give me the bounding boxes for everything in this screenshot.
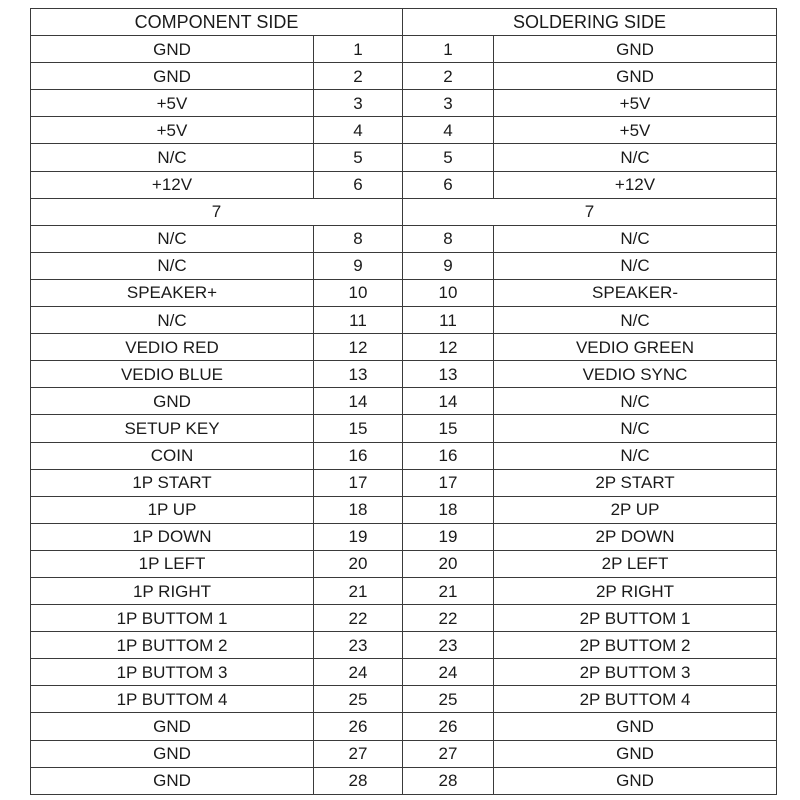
component-pin-number: 15 (314, 415, 403, 442)
component-signal: 1P BUTTOM 1 (31, 605, 314, 632)
component-pin-number: 14 (314, 388, 403, 415)
component-pin-number: 24 (314, 659, 403, 686)
component-pin-number: 9 (314, 252, 403, 279)
pin-row (31, 225, 777, 252)
solder-pin-number: 24 (403, 659, 494, 686)
solder-signal: GND (494, 740, 777, 767)
component-signal: GND (31, 388, 314, 415)
solder-signal: N/C (494, 144, 777, 171)
component-pin-number: 13 (314, 361, 403, 388)
solder-pin-number: 6 (403, 171, 494, 198)
pin-row (31, 279, 777, 306)
component-pin-number: 1 (314, 36, 403, 63)
pin-row (31, 713, 777, 740)
component-side-header: COMPONENT SIDE (31, 9, 403, 36)
component-signal: 1P BUTTOM 3 (31, 659, 314, 686)
solder-signal: GND (494, 63, 777, 90)
pin-row (31, 144, 777, 171)
component-pin-number: 20 (314, 550, 403, 577)
solder-signal: N/C (494, 388, 777, 415)
component-pin-number: 17 (314, 469, 403, 496)
solder-signal: 2P RIGHT (494, 577, 777, 604)
pin-row (31, 469, 777, 496)
pin-row (31, 117, 777, 144)
pin-row (31, 388, 777, 415)
component-pin-number: 16 (314, 442, 403, 469)
solder-signal: 2P UP (494, 496, 777, 523)
component-signal: SPEAKER+ (31, 279, 314, 306)
component-signal: 1P DOWN (31, 523, 314, 550)
solder-signal: N/C (494, 225, 777, 252)
pin-row (31, 686, 777, 713)
component-pin-number: 27 (314, 740, 403, 767)
solder-pin-number: 16 (403, 442, 494, 469)
component-pin-number: 19 (314, 523, 403, 550)
pinout-table-body (31, 9, 777, 795)
solder-pin-number: 9 (403, 252, 494, 279)
solder-signal: N/C (494, 415, 777, 442)
component-signal: GND (31, 713, 314, 740)
solder-pin-number: 25 (403, 686, 494, 713)
pin-row (31, 334, 777, 361)
solder-pin-number: 27 (403, 740, 494, 767)
solder-pin-number: 1 (403, 36, 494, 63)
solder-signal: N/C (494, 442, 777, 469)
component-pin-number: 8 (314, 225, 403, 252)
component-key-pin: 7 (31, 198, 403, 225)
pin-row (31, 36, 777, 63)
pin-row (31, 659, 777, 686)
solder-signal: SPEAKER- (494, 279, 777, 306)
pin-row (31, 442, 777, 469)
solder-pin-number: 15 (403, 415, 494, 442)
solder-signal: VEDIO SYNC (494, 361, 777, 388)
component-signal: +5V (31, 90, 314, 117)
component-signal: N/C (31, 252, 314, 279)
component-signal: VEDIO BLUE (31, 361, 314, 388)
solder-signal: VEDIO GREEN (494, 334, 777, 361)
pin-row (31, 496, 777, 523)
solder-signal: 2P BUTTOM 3 (494, 659, 777, 686)
solder-pin-number: 11 (403, 307, 494, 334)
solder-pin-number: 18 (403, 496, 494, 523)
solder-pin-number: 28 (403, 767, 494, 794)
component-pin-number: 5 (314, 144, 403, 171)
component-signal: SETUP KEY (31, 415, 314, 442)
component-signal: N/C (31, 144, 314, 171)
component-pin-number: 3 (314, 90, 403, 117)
pin-row (31, 171, 777, 198)
pinout-table (30, 8, 777, 795)
solder-signal: +12V (494, 171, 777, 198)
solder-pin-number: 8 (403, 225, 494, 252)
solder-pin-number: 5 (403, 144, 494, 171)
soldering-side-header: SOLDERING SIDE (403, 9, 777, 36)
component-signal: 1P LEFT (31, 550, 314, 577)
solder-pin-number: 26 (403, 713, 494, 740)
component-signal: 1P START (31, 469, 314, 496)
component-signal: GND (31, 36, 314, 63)
key-row (31, 198, 777, 225)
component-signal: 1P BUTTOM 4 (31, 686, 314, 713)
solder-signal: 2P DOWN (494, 523, 777, 550)
component-pin-number: 26 (314, 713, 403, 740)
solder-signal: GND (494, 767, 777, 794)
solder-pin-number: 20 (403, 550, 494, 577)
solder-pin-number: 22 (403, 605, 494, 632)
solder-signal: N/C (494, 252, 777, 279)
component-signal: N/C (31, 307, 314, 334)
solder-pin-number: 4 (403, 117, 494, 144)
solder-pin-number: 17 (403, 469, 494, 496)
pin-row (31, 252, 777, 279)
component-pin-number: 2 (314, 63, 403, 90)
component-pin-number: 22 (314, 605, 403, 632)
solder-pin-number: 13 (403, 361, 494, 388)
component-signal: N/C (31, 225, 314, 252)
component-signal: VEDIO RED (31, 334, 314, 361)
pin-row (31, 361, 777, 388)
component-signal: 1P BUTTOM 2 (31, 632, 314, 659)
pin-row (31, 550, 777, 577)
component-signal: GND (31, 740, 314, 767)
solder-signal: +5V (494, 90, 777, 117)
pin-row (31, 577, 777, 604)
solder-pin-number: 10 (403, 279, 494, 306)
solder-signal: 2P START (494, 469, 777, 496)
component-pin-number: 28 (314, 767, 403, 794)
pin-row (31, 605, 777, 632)
solder-pin-number: 23 (403, 632, 494, 659)
component-signal: 1P UP (31, 496, 314, 523)
component-signal: +5V (31, 117, 314, 144)
component-pin-number: 4 (314, 117, 403, 144)
component-pin-number: 25 (314, 686, 403, 713)
solder-pin-number: 12 (403, 334, 494, 361)
solder-signal: GND (494, 713, 777, 740)
solder-pin-number: 14 (403, 388, 494, 415)
component-signal: COIN (31, 442, 314, 469)
solder-signal: N/C (494, 307, 777, 334)
solder-signal: GND (494, 36, 777, 63)
pin-row (31, 632, 777, 659)
component-pin-number: 21 (314, 577, 403, 604)
pin-row (31, 307, 777, 334)
component-pin-number: 23 (314, 632, 403, 659)
component-signal: 1P RIGHT (31, 577, 314, 604)
header-row (31, 9, 777, 36)
solder-pin-number: 3 (403, 90, 494, 117)
pin-row (31, 767, 777, 794)
pin-row (31, 90, 777, 117)
solder-key-pin: 7 (403, 198, 777, 225)
solder-signal: 2P BUTTOM 1 (494, 605, 777, 632)
component-pin-number: 11 (314, 307, 403, 334)
component-pin-number: 10 (314, 279, 403, 306)
pin-row (31, 740, 777, 767)
component-signal: GND (31, 63, 314, 90)
solder-pin-number: 2 (403, 63, 494, 90)
solder-pin-number: 21 (403, 577, 494, 604)
solder-pin-number: 19 (403, 523, 494, 550)
pin-row (31, 63, 777, 90)
solder-signal: 2P BUTTOM 2 (494, 632, 777, 659)
component-pin-number: 18 (314, 496, 403, 523)
component-pin-number: 6 (314, 171, 403, 198)
pin-row (31, 523, 777, 550)
component-signal: GND (31, 767, 314, 794)
solder-signal: +5V (494, 117, 777, 144)
solder-signal: 2P BUTTOM 4 (494, 686, 777, 713)
component-pin-number: 12 (314, 334, 403, 361)
solder-signal: 2P LEFT (494, 550, 777, 577)
pin-row (31, 415, 777, 442)
component-signal: +12V (31, 171, 314, 198)
